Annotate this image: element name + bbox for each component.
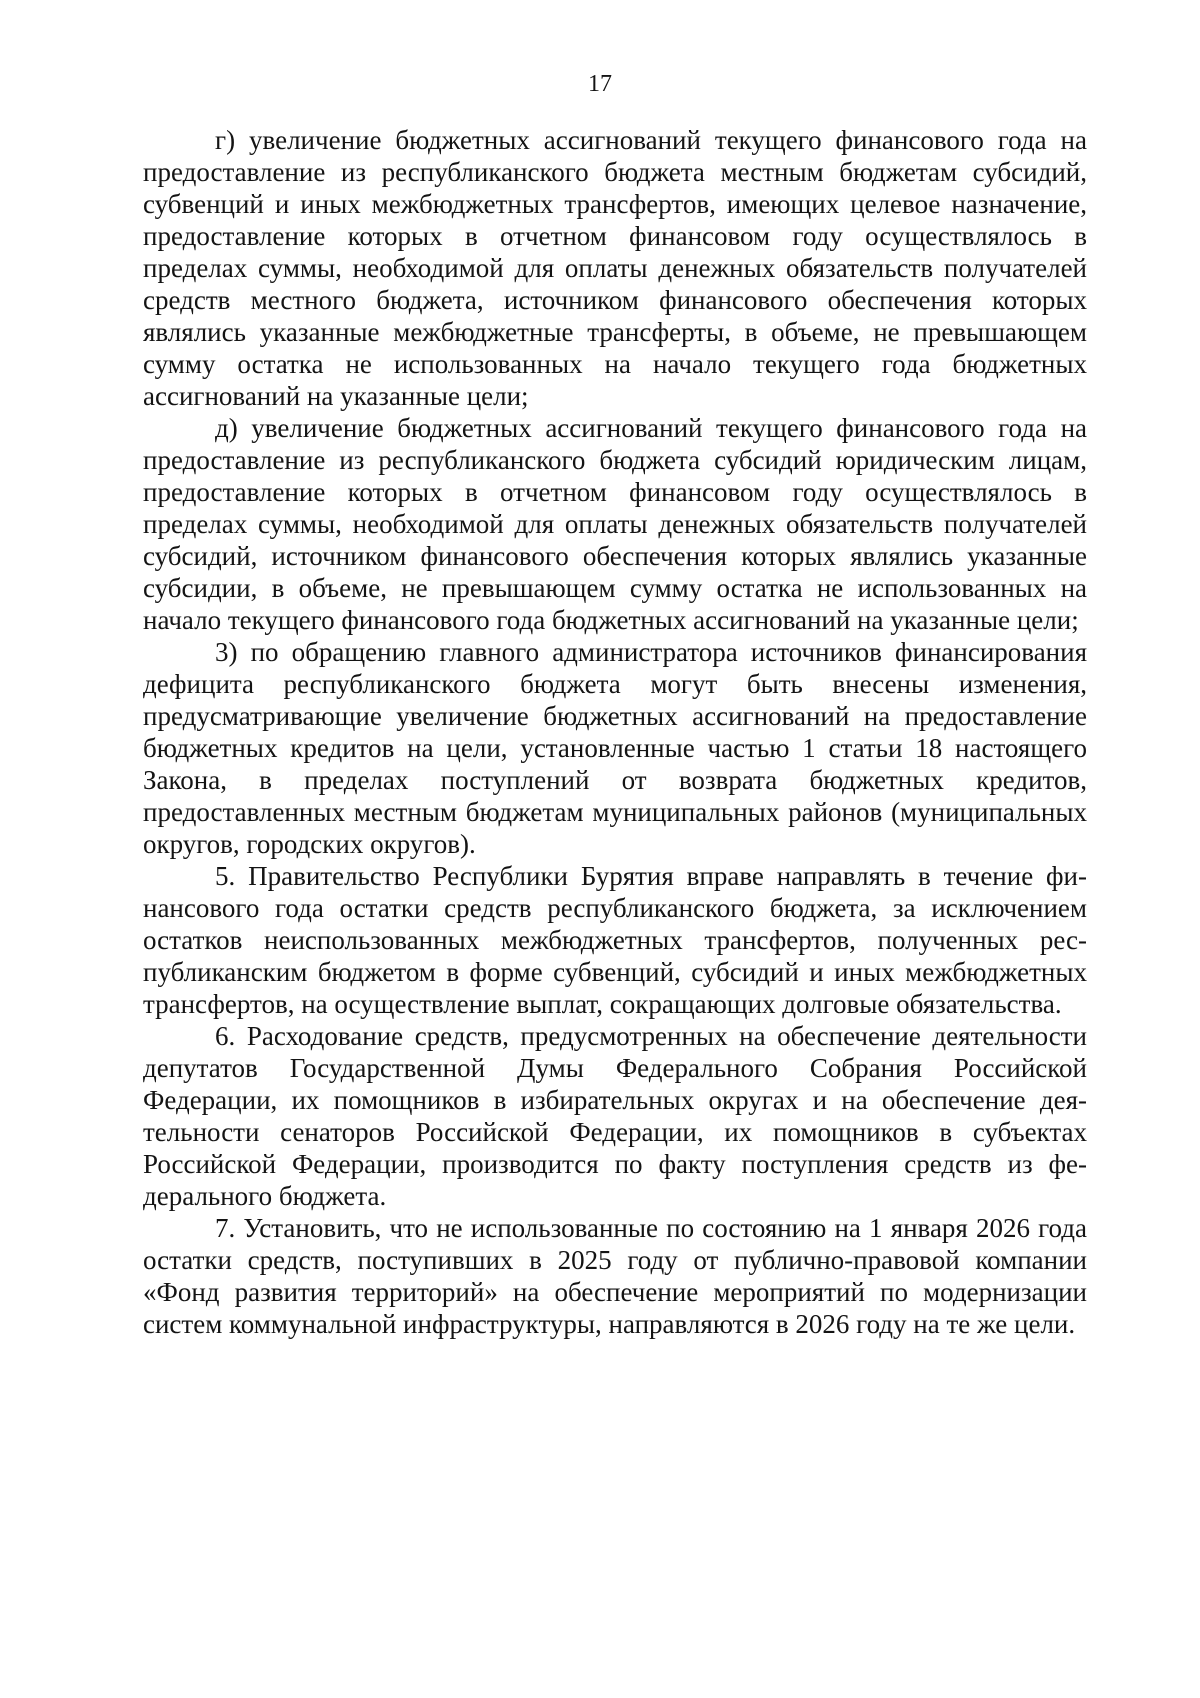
- paragraph-7: 7. Установить, что не использованные по состоянию на 1 января 2026 года остатки средств, поступивших в 2025 году от публично-правовой компании «Фонд развития территорий» на обеспечение мероприятий по модернизации систем коммунальной инфраструктуры, направляются в 2026 году на те же цели.: [143, 1213, 1087, 1339]
- paragraph-g: г) увеличение бюджетных ассигнований текущего финансового года на предоставление из республиканского бюджета местным бюджетам субсидий, субвенций и иных межбюджетных трансфертов, имеющих целевое назначение, предоставление которых в отчетном финансовом году осуществлялось в пределах суммы, необходимой для оплаты денежных обязательств получателей средств местного бюджета, источником финансового обеспечения которых являлись указанные межбюджетные трансферты, в объеме, не превышающем сумму остатка не использованных на начало текущего года бюджетных ассигнований на указанные цели;: [143, 125, 1087, 411]
- page-number: 17: [588, 71, 612, 97]
- paragraph-5: 5. Правительство Республики Бурятия вправе направлять в течение финансового года остатки средств республиканского бюджета, за исключением остатков неиспользованных межбюджетных трансфертов, полученных республиканским бюджетом в форме субвенций, субсидий и иных межбюджетных трансфертов, на осуществление выплат, сокращающих долговые обязательства.: [143, 861, 1087, 1019]
- document-body: [143, 124, 1087, 1340]
- paragraph-3: 3) по обращению главного администратора источников финансирования дефицита республиканского бюджета могут быть внесены изменения, предусматривающие увеличение бюджетных ассигнований на предоставление бюджетных кредитов на цели, установленные частью 1 статьи 18 настоящего Закона, в пределах поступлений от возврата бюджетных кредитов, предоставленных местным бюджетам муниципальных районов (муниципальных округов, городских округов).: [143, 637, 1087, 859]
- paragraph-d: д) увеличение бюджетных ассигнований текущего финансового года на предоставление из республиканского бюджета субсидий юридическим лицам, предоставление которых в отчетном финансовом году осуществлялось в пределах суммы, необходимой для оплаты денежных обязательств получателей субсидий, источником финансового обеспечения которых являлись указанные субсидии, в объеме, не превышающем сумму остатка не использованных на начало текущего финансового года бюджетных ассигнований на указанные цели;: [143, 413, 1087, 635]
- paragraph-6: 6. Расходование средств, предусмотренных на обеспечение деятельности депутатов Государственной Думы Федерального Собрания Российской Федерации, их помощников в избирательных округах и на обеспечение деятельности сенаторов Российской Федерации, их помощников в субъектах Российской Федерации, производится по факту поступления средств из федерального бюджета.: [143, 1021, 1087, 1211]
